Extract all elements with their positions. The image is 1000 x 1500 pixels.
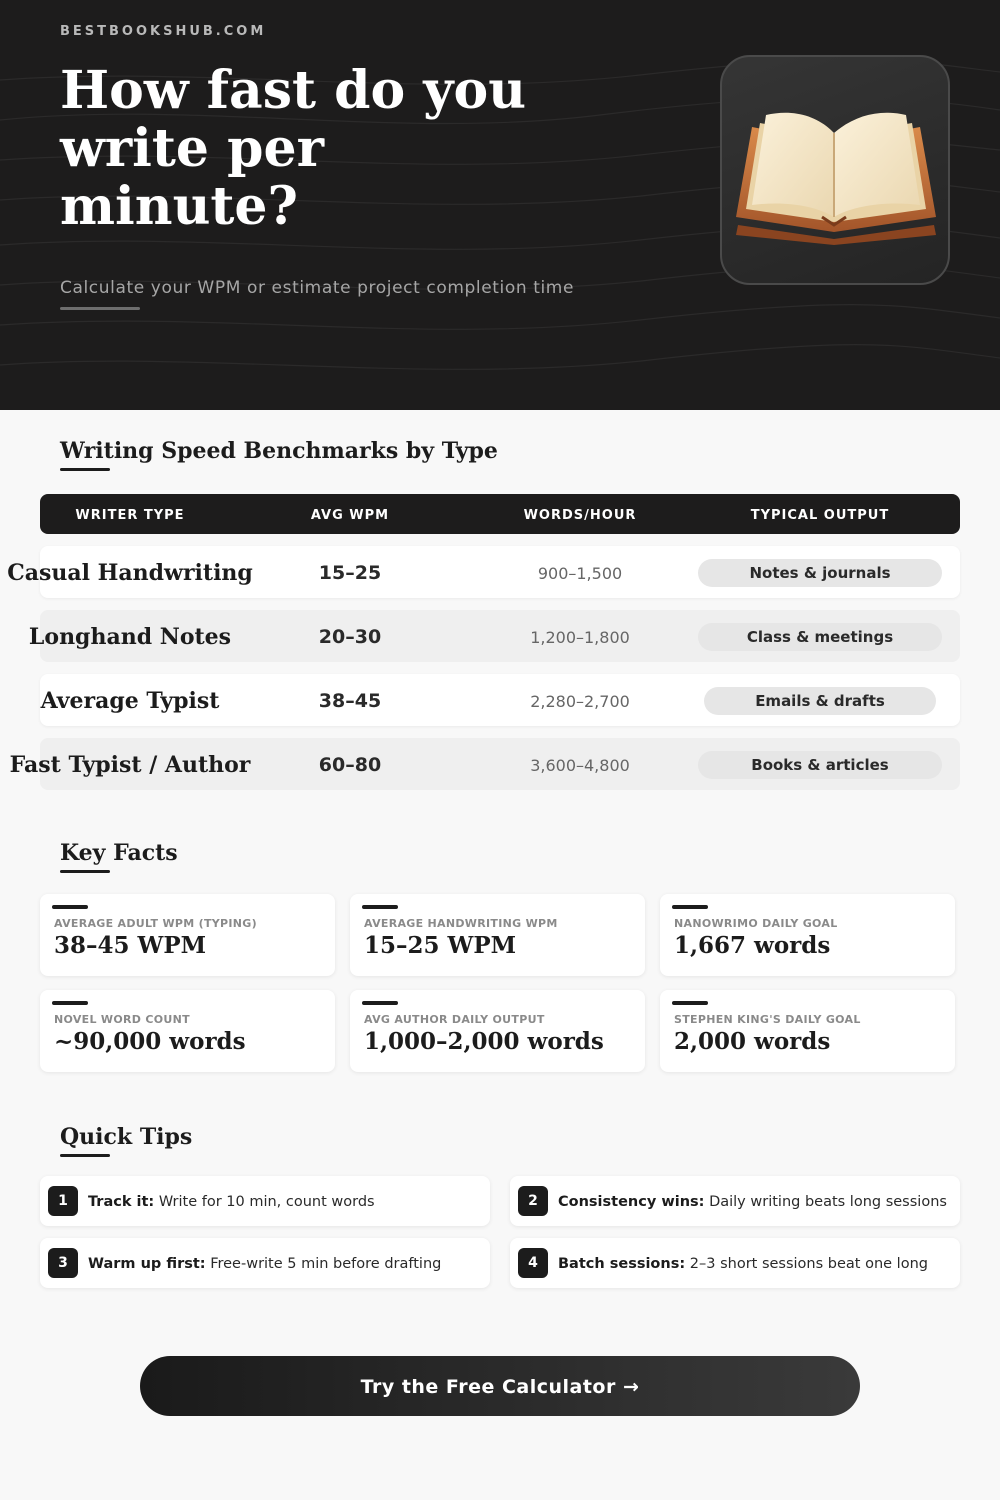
benchmarks-heading-underline [60,468,110,471]
fact-value: 2,000 words [674,1028,831,1055]
quick-tips-heading: Quick Tips [60,1124,193,1150]
tip-title: Consistency wins: [558,1194,705,1210]
tip-description: Write for 10 min, count words [154,1194,375,1210]
fact-value: ~90,000 words [54,1028,246,1055]
output-badge: Class & meetings [698,623,942,651]
open-book-icon [722,57,952,287]
tip-card [40,1238,490,1288]
words-hour-cell: 900–1,500 [537,564,623,583]
avg-wpm-cell: 20–30 [318,626,382,648]
tip-title: Batch sessions: [558,1256,686,1272]
tip-text [88,1176,375,1226]
output-badge: Notes & journals [698,559,942,587]
tip-number-badge: 1 [48,1186,78,1216]
tip-card [40,1176,490,1226]
avg-wpm-cell: 38–45 [318,690,382,712]
writer-type-cell: Casual Handwriting [7,560,253,586]
table-row [9,738,960,790]
benchmarks-table-header [40,494,960,534]
page-title: How fast do you write per minute? [60,60,526,237]
fact-card [350,990,645,1072]
key-facts-heading: Key Facts [60,840,178,866]
hero-banner [0,0,1000,410]
words-hour-cell: 2,280–2,700 [530,692,630,711]
fact-card [660,894,955,976]
fact-accent-bar [362,905,398,909]
column-header-typical-output: TYPICAL OUTPUT [750,508,890,523]
fact-accent-bar [362,1001,398,1005]
book-tile [720,55,950,285]
tip-description: Daily writing beats long sessions [704,1194,947,1210]
fact-accent-bar [672,905,708,909]
fact-card [40,894,335,976]
fact-value: 1,000–2,000 words [364,1028,604,1055]
fact-label: AVG AUTHOR DAILY OUTPUT [364,1013,545,1026]
writer-type-cell: Longhand Notes [28,624,232,650]
tip-number-badge: 2 [518,1186,548,1216]
fact-label: STEPHEN KING'S DAILY GOAL [674,1013,861,1026]
tip-description: 2–3 short sessions beat one long [685,1256,928,1272]
words-hour-cell: 1,200–1,800 [530,628,630,647]
output-badge: Emails & drafts [704,687,936,715]
tip-number-badge: 4 [518,1248,548,1278]
site-name: BESTBOOKSHUB.COM [60,24,267,39]
fact-accent-bar [672,1001,708,1005]
fact-label: AVERAGE ADULT WPM (TYPING) [54,917,257,930]
column-header-avg-wpm: AVG WPM [310,508,390,523]
fact-value: 15–25 WPM [364,932,517,959]
output-badge: Books & articles [698,751,942,779]
table-row [7,546,960,598]
quick-tips-heading-underline [60,1154,110,1157]
tip-text [558,1176,947,1226]
fact-accent-bar [52,1001,88,1005]
tip-card [510,1176,960,1226]
page-subtitle: Calculate your WPM or estimate project completion time [60,278,575,298]
fact-label: AVERAGE HANDWRITING WPM [364,917,558,930]
tip-title: Warm up first: [88,1256,206,1272]
words-hour-cell: 3,600–4,800 [530,756,630,775]
fact-value: 38–45 WPM [54,932,207,959]
avg-wpm-cell: 15–25 [318,562,382,584]
column-header-writer-type: WRITER TYPE [75,508,185,523]
tip-card [510,1238,960,1288]
table-row [40,674,960,726]
benchmarks-heading: Writing Speed Benchmarks by Type [60,438,498,464]
tip-text [558,1238,928,1288]
key-facts-heading-underline [60,870,110,873]
writer-type-cell: Average Typist [40,688,220,714]
column-header-words-hour: WORDS/HOUR [523,508,637,523]
tip-number-badge: 3 [48,1248,78,1278]
tip-description: Free-write 5 min before drafting [205,1256,442,1272]
fact-card [40,990,335,1072]
fact-label: NOVEL WORD COUNT [54,1013,190,1026]
tip-title: Track it: [88,1194,155,1210]
fact-label: NANOWRIMO DAILY GOAL [674,917,838,930]
avg-wpm-cell: 60–80 [318,754,382,776]
fact-accent-bar [52,905,88,909]
fact-value: 1,667 words [674,932,831,959]
fact-card [660,990,955,1072]
fact-card [350,894,645,976]
tip-text [88,1238,441,1288]
writer-type-cell: Fast Typist / Author [9,752,251,778]
try-calculator-button[interactable]: Try the Free Calculator → [140,1356,860,1416]
subtitle-underline [60,307,140,310]
table-row [28,610,960,662]
